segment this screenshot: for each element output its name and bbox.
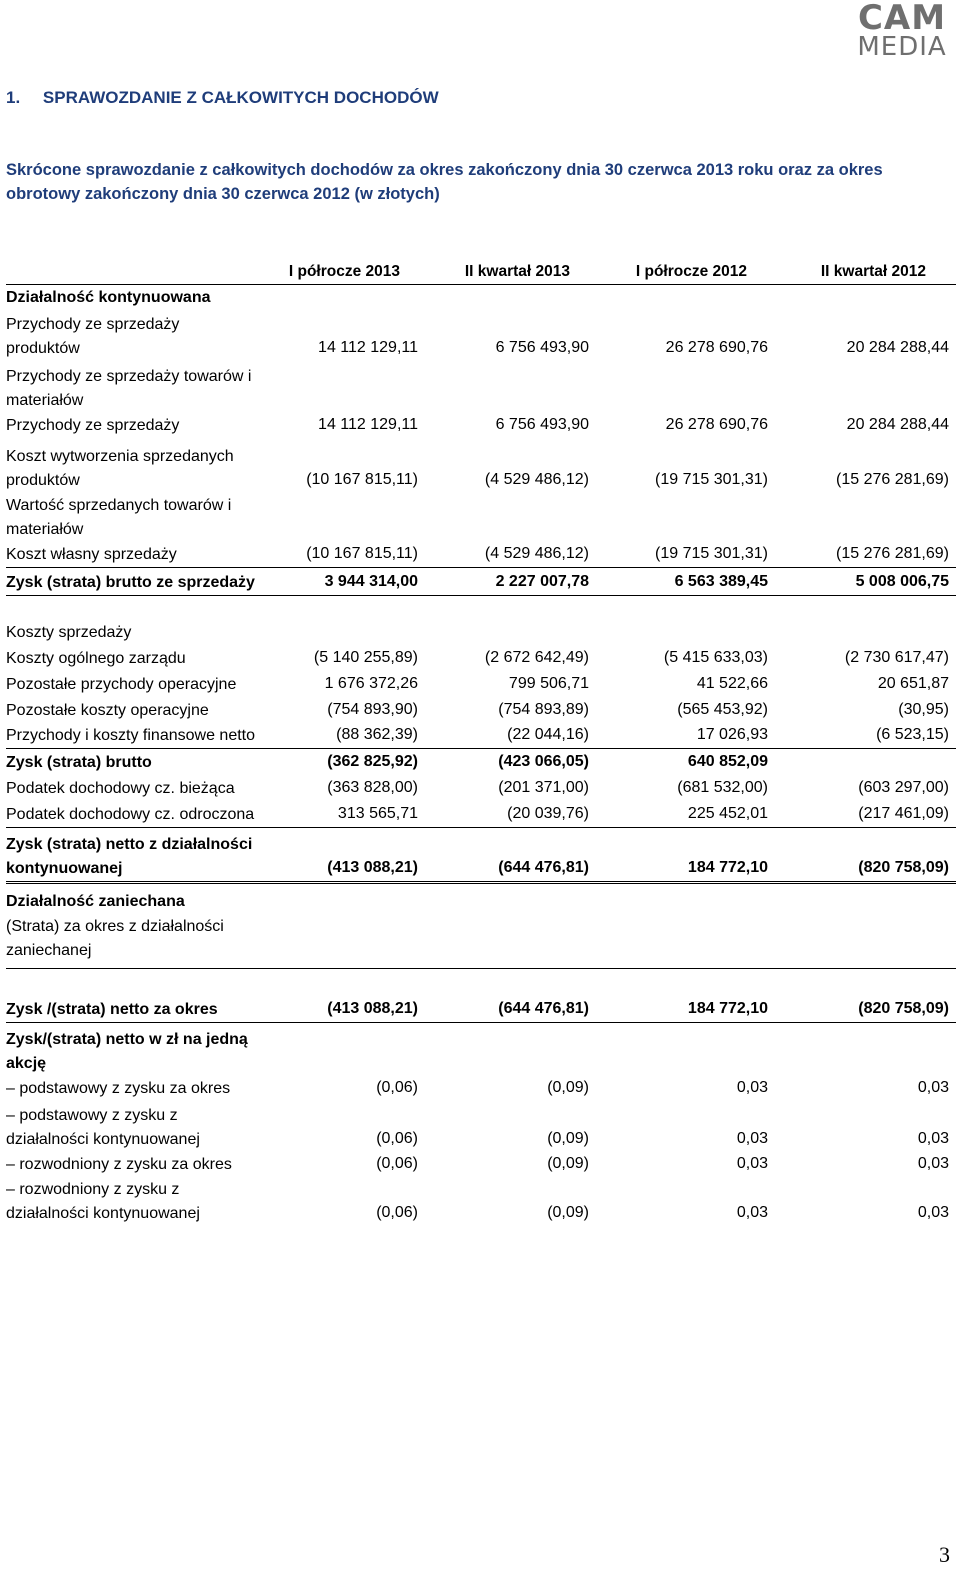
row-value: (0,09) [547,1204,589,1221]
table-row [6,832,956,884]
column-header-q2-2012: II kwartał 2012 [820,263,926,280]
column-header-q2-2013: II kwartał 2013 [464,263,570,280]
logo-line-2: MEDIA [857,32,947,62]
row-value: 640 852,09 [687,753,768,770]
table-row [6,889,956,914]
row-value: 1 676 372,26 [324,675,418,692]
table-row [6,493,956,542]
row-value: (15 276 281,69) [836,471,949,488]
table-row [6,312,956,361]
row-value: 313 565,71 [337,805,418,822]
row-value: (19 715 301,31) [655,471,768,488]
section-heading [6,88,439,108]
row-label: Przychody ze sprzedaży [6,417,180,434]
row-value: 5 008 006,75 [855,573,949,590]
row-value: (754 893,90) [327,701,418,718]
table-row [6,723,956,749]
table-row [6,802,956,828]
row-value: (423 066,05) [498,753,589,770]
row-label: Zysk (strata) brutto ze sprzedaży [6,574,255,591]
row-label: Wartość sprzedanych towarów i materiałów [6,497,232,538]
row-value: (0,06) [376,1130,418,1147]
row-value: 0,03 [736,1079,768,1096]
row-value: (19 715 301,31) [655,545,768,562]
row-label: Koszt własny sprzedaży [6,546,177,563]
table-row [6,1152,956,1177]
row-label: Przychody i koszty finansowe netto [6,727,256,744]
row-value: (201 371,00) [498,779,589,796]
table-row [6,285,956,310]
row-value: (6 523,15) [876,726,949,743]
row-value: (15 276 281,69) [836,545,949,562]
table-row [6,646,956,671]
row-label: – podstawowy z zysku za okres [6,1080,231,1097]
row-value: (0,09) [547,1155,589,1172]
table-row [6,914,956,969]
row-value: (644 476,81) [498,1000,589,1017]
row-label: Działalność kontynuowana [6,289,211,306]
row-value: 6 563 389,45 [674,573,768,590]
row-value: (413 088,21) [327,859,418,876]
row-value: (0,09) [547,1079,589,1096]
row-label: Pozostałe przychody operacyjne [6,676,237,693]
row-label: Zysk (strata) brutto [6,754,152,771]
row-value: 20 284 288,44 [846,339,949,356]
row-label: Przychody ze sprzedaży towarów i materiałów [6,368,252,409]
row-label: (Strata) za okres z działalności zaniechanej [6,918,224,959]
row-value: (2 672 642,49) [484,649,589,666]
row-value: (820 758,09) [858,1000,949,1017]
row-value: 0,03 [736,1155,768,1172]
row-value: (5 140 255,89) [313,649,418,666]
row-value: 2 227 007,78 [495,573,589,590]
row-label: Pozostałe koszty operacyjne [6,702,209,719]
table-header [6,258,956,285]
row-label: Podatek dochodowy cz. odroczona [6,806,255,823]
row-value: 17 026,93 [696,726,768,743]
row-value: 799 506,71 [508,675,589,692]
row-value: 26 278 690,76 [665,339,768,356]
row-label: Koszty sprzedaży [6,624,132,641]
row-value: (4 529 486,12) [484,545,589,562]
row-value: (0,06) [376,1204,418,1221]
row-value: (681 532,00) [677,779,768,796]
table-row [6,542,956,568]
row-label: Przychody ze sprzedaży produktów [6,316,180,357]
row-value: (2 730 617,47) [844,649,949,666]
row-value: (362 825,92) [327,753,418,770]
table-row [6,444,956,493]
column-header-h1-2012: I półrocze 2012 [635,263,747,280]
row-value: 0,03 [917,1204,949,1221]
company-logo [852,2,952,60]
row-value: 0,03 [917,1155,949,1172]
row-value: (10 167 815,11) [306,545,418,562]
column-header-h1-2013: I półrocze 2013 [288,263,400,280]
row-value: 41 522,66 [696,675,768,692]
statement-subtitle: Skrócone sprawozdanie z całkowitych dochodów za okres zakończony dnia 30 czerwca 2013 roku oraz za okres obrotowy zakończony dnia 30 czerwca 2012 (w złotych) [6,161,883,203]
row-value: (30,95) [898,701,949,718]
row-value: 20 284 288,44 [846,416,949,433]
row-value: 184 772,10 [687,859,768,876]
row-value: (754 893,89) [498,701,589,718]
row-value: (217 461,09) [858,805,949,822]
income-statement-table [6,258,956,1226]
row-value: (644 476,81) [498,859,589,876]
row-value: (603 297,00) [858,779,949,796]
row-value: 0,03 [917,1130,949,1147]
row-value: 3 944 314,00 [324,573,418,590]
row-value: 0,03 [736,1130,768,1147]
row-value: (22 044,16) [507,726,589,743]
row-value: (413 088,21) [327,1000,418,1017]
row-value: (4 529 486,12) [484,471,589,488]
row-label: – rozwodniony z zysku z działalności kontynuowanej [6,1181,200,1222]
row-value: 14 112 129,11 [318,339,418,356]
row-label: Koszty ogólnego zarządu [6,650,186,667]
row-value: 14 112 129,11 [318,416,418,433]
table-row [6,1076,956,1101]
table-row [6,672,956,697]
row-label: Koszt wytworzenia sprzedanych produktów [6,448,234,489]
row-value: (820 758,09) [858,859,949,876]
row-label: Podatek dochodowy cz. bieżąca [6,780,235,797]
row-value: (0,06) [376,1155,418,1172]
row-label: – podstawowy z zysku z działalności kontynuowanej [6,1107,200,1148]
row-value: (363 828,00) [327,779,418,796]
row-value: 20 651,87 [877,675,949,692]
logo-line-1: CAM [857,0,947,38]
table-row [6,364,956,413]
row-value: (0,09) [547,1130,589,1147]
table-row [6,750,956,775]
table-row [6,570,956,596]
table-row [6,698,956,723]
table-row [6,997,956,1023]
row-value: 0,03 [917,1079,949,1096]
row-label: Zysk (strata) netto z działalności kontynuowanej [6,836,253,877]
row-label: Działalność zaniechana [6,893,185,910]
table-row [6,776,956,801]
table-row [6,620,956,645]
row-value: 6 756 493,90 [495,416,589,433]
row-value: (0,06) [376,1079,418,1096]
table-row [6,413,956,438]
table-row [6,1177,956,1226]
row-value: (5 415 633,03) [663,649,768,666]
section-title: SPRAWOZDANIE Z CAŁKOWITYCH DOCHODÓW [42,88,439,107]
row-value: 225 452,01 [687,805,768,822]
row-value: 6 756 493,90 [495,339,589,356]
row-value: (565 453,92) [677,701,768,718]
table-row [6,1103,956,1152]
page-number: 3 [939,1542,950,1567]
table-row [6,1027,956,1076]
row-value: (10 167 815,11) [306,471,418,488]
row-label: Zysk /(strata) netto za okres [6,1001,218,1018]
row-label: – rozwodniony z zysku za okres [6,1156,232,1173]
row-value: 0,03 [736,1204,768,1221]
row-value: 184 772,10 [687,1000,768,1017]
row-value: (20 039,76) [507,805,589,822]
row-value: (88 362,39) [336,726,418,743]
row-value: 26 278 690,76 [665,416,768,433]
section-number: 1. [6,88,21,107]
row-label: Zysk/(strata) netto w zł na jedną akcję [6,1031,248,1072]
